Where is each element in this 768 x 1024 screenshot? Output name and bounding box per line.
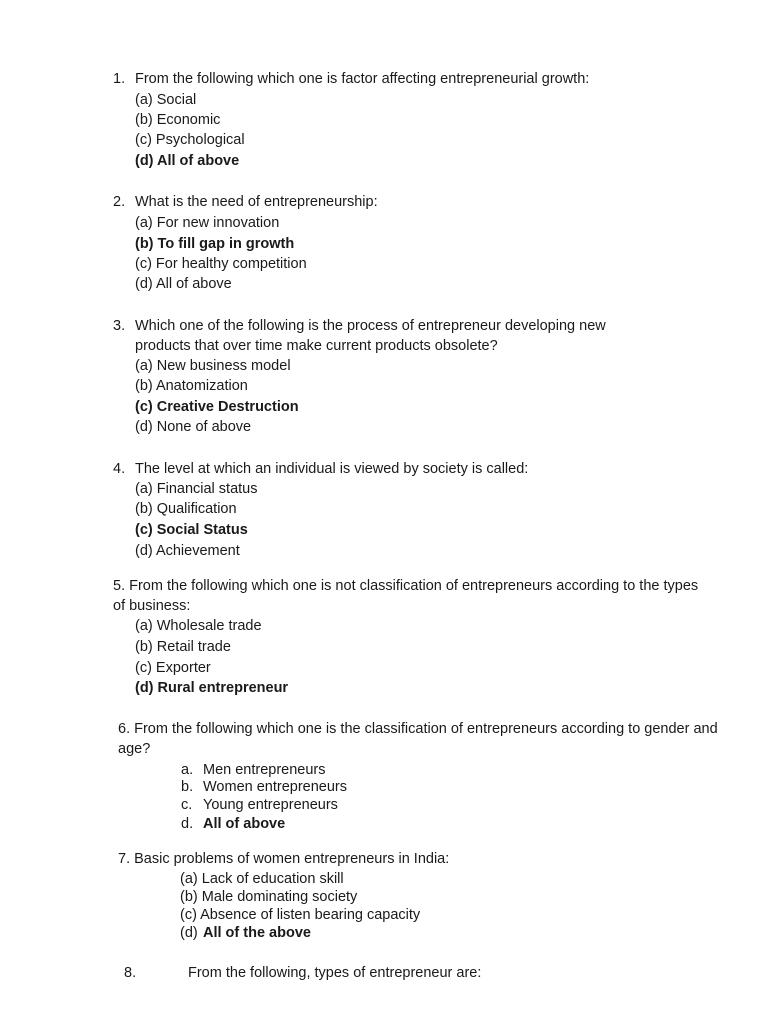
question-text-line-2: products that over time make current products obsolete? <box>135 338 498 354</box>
question-text-line-1: 6. From the following which one is the classification of entrepreneurs according to gender and <box>118 721 718 737</box>
option-b: (b) Anatomization <box>135 378 248 394</box>
option-d-answer: All of the above <box>203 925 311 941</box>
question-text-line-2: of business: <box>113 598 191 614</box>
option-c-answer: (c) Social Status <box>135 522 248 538</box>
option-d-answer: (d) All of above <box>135 153 240 169</box>
option-marker: (d) <box>180 925 198 941</box>
option-a: (a) Financial status <box>135 481 258 497</box>
question-number: 1. <box>113 71 126 87</box>
option-a: (a) Lack of education skill <box>180 871 344 887</box>
option-a: (a) Wholesale trade <box>135 618 262 634</box>
option-d: (d) Achievement <box>135 543 240 559</box>
option-b: (b) Retail trade <box>135 639 231 655</box>
question-text: The level at which an individual is viewed by society is called: <box>135 461 529 477</box>
question-number: 3. <box>113 318 126 334</box>
option-c: Young entrepreneurs <box>203 797 338 813</box>
question-number: 2. <box>113 194 126 210</box>
option-a: (a) Social <box>135 92 197 108</box>
option-b: (b) Qualification <box>135 501 237 517</box>
option-a: Men entrepreneurs <box>203 762 326 778</box>
option-marker: b. <box>181 779 194 795</box>
option-d-answer: All of above <box>203 816 286 832</box>
option-b: (b) Economic <box>135 112 221 128</box>
option-c: (c) For healthy competition <box>135 256 307 272</box>
question-text-line-1: Which one of the following is the process of entrepreneur developing new <box>135 318 606 334</box>
option-d-answer: (d) Rural entrepreneur <box>135 680 289 696</box>
option-c: (c) Exporter <box>135 660 211 676</box>
option-a: (a) For new innovation <box>135 215 280 231</box>
question-text-line-1: 5. From the following which one is not classification of entrepreneurs according to the types <box>113 578 699 594</box>
option-marker: d. <box>181 816 194 832</box>
option-c: (c) Absence of listen bearing capacity <box>180 907 421 923</box>
option-c-answer: (c) Creative Destruction <box>135 399 299 415</box>
option-a: (a) New business model <box>135 358 291 374</box>
question-text: From the following which one is factor affecting entrepreneurial growth: <box>135 71 590 87</box>
question-text-line-2: age? <box>118 741 151 757</box>
question-number: 4. <box>113 461 126 477</box>
option-b: Women entrepreneurs <box>203 779 348 795</box>
question-number: 8. <box>124 965 137 981</box>
option-marker: a. <box>181 762 194 778</box>
option-b-answer: (b) To fill gap in growth <box>135 236 295 252</box>
option-marker: c. <box>181 797 193 813</box>
option-d: (d) All of above <box>135 276 232 292</box>
question-text: 7. Basic problems of women entrepreneurs in India: <box>118 851 450 867</box>
option-d: (d) None of above <box>135 419 252 435</box>
question-text: From the following, types of entrepreneur are: <box>188 965 482 981</box>
question-text: What is the need of entrepreneurship: <box>135 194 378 210</box>
option-c: (c) Psychological <box>135 132 245 148</box>
option-b: (b) Male dominating society <box>180 889 358 905</box>
